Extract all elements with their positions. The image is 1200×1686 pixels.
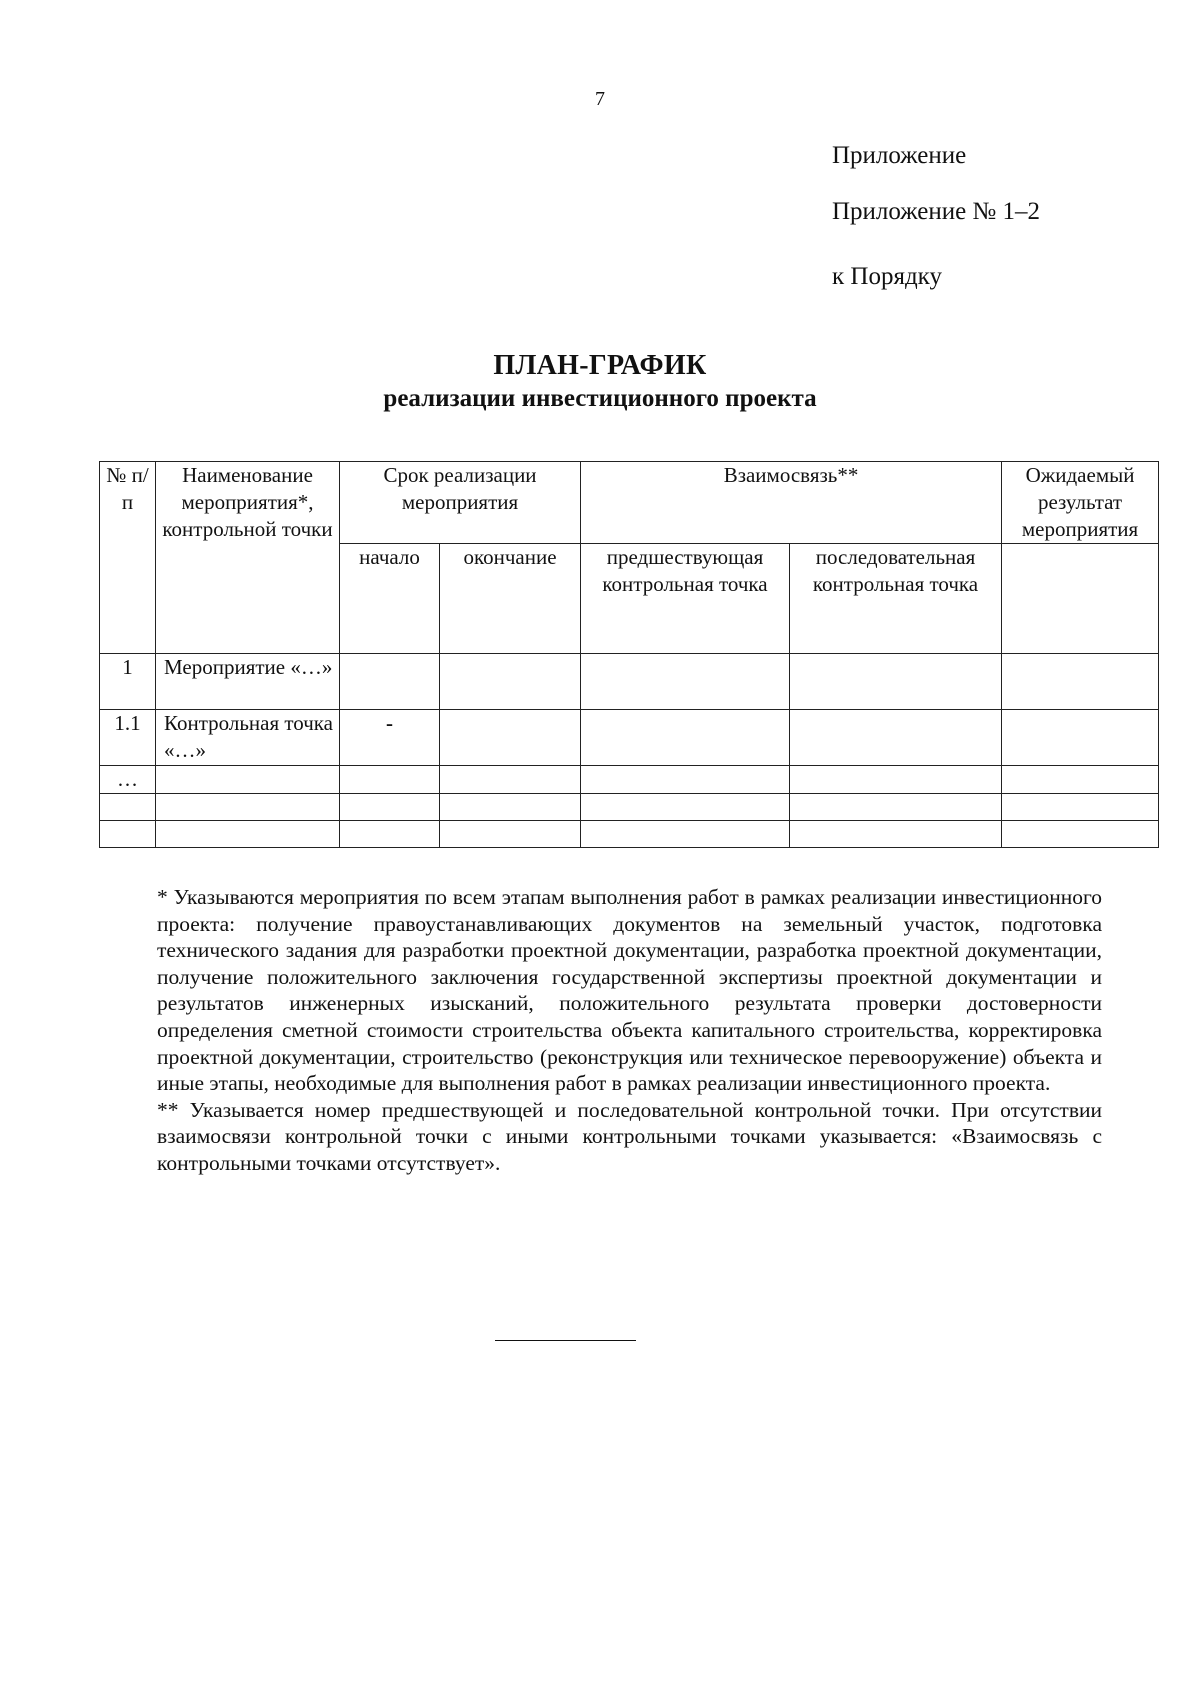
- header-start: начало: [340, 544, 440, 654]
- row-end: [440, 710, 581, 766]
- document-title: ПЛАН-ГРАФИК: [493, 350, 707, 381]
- row-name: Мероприятие «…»: [156, 654, 340, 710]
- row-next: [790, 710, 1002, 766]
- row-end: [440, 766, 581, 794]
- header-name: Наименование мероприятия*, контрольной точки: [156, 462, 340, 654]
- row-num: …: [100, 766, 156, 794]
- closing-rule: [495, 1340, 636, 1341]
- row-end: [440, 794, 581, 821]
- row-num: 1: [100, 654, 156, 710]
- row-prev: [581, 654, 790, 710]
- row-start: [340, 821, 440, 848]
- row-result: [1002, 794, 1159, 821]
- row-name: [156, 794, 340, 821]
- table-row: [100, 821, 1159, 848]
- header-term: Срок реализации мероприятия: [340, 462, 581, 544]
- row-next: [790, 654, 1002, 710]
- header-relation: Взаимосвязь**: [581, 462, 1002, 544]
- header-prev: предшествующая контрольная точка: [581, 544, 790, 654]
- header-num: № п/п: [100, 462, 156, 654]
- row-name: Контрольная точка «…»: [156, 710, 340, 766]
- row-num: 1.1: [100, 710, 156, 766]
- row-start: [340, 794, 440, 821]
- row-start: [340, 654, 440, 710]
- row-name: [156, 766, 340, 794]
- row-start: -: [340, 710, 440, 766]
- row-prev: [581, 794, 790, 821]
- table-row: [100, 766, 1159, 794]
- row-num: [100, 794, 156, 821]
- appendix-line-2: Приложение № 1–2: [832, 198, 1041, 225]
- row-next: [790, 766, 1002, 794]
- row-start: [340, 766, 440, 794]
- row-next: [790, 794, 1002, 821]
- footnote-1: * Указываются мероприятия по всем этапам выполнения работ в рамках реализации инвестиционного проекта: получение правоустанавливающих документов на земельный участок, подготовка технического задания для разработки проектной документации, разработка проектной документации, получение положительного заключения государственной экспертизы проектной документации и результатов инженерных изысканий, положительного результата проверки достоверности определения сметной стоимости строительства объекта капитального строительства, корректировка проектной документации, строительство (реконструкция или техническое перевооружение) объекта и иные этапы, необходимые для выполнения работ в рамках реализации инвестиционного проекта.: [157, 885, 1102, 1096]
- header-result-blank: [1002, 544, 1159, 654]
- document-subtitle: реализации инвестиционного проекта: [383, 385, 817, 412]
- header-end: окончание: [440, 544, 581, 654]
- footnote-2: ** Указывается номер предшествующей и последовательной контрольной точки. При отсутствии взаимосвязи контрольной точки с иными контрольными точками указывается: «Взаимосвязь с контрольными точками отсутствует».: [157, 1097, 1102, 1175]
- header-result: Ожидаемый результат мероприятия: [1002, 462, 1159, 544]
- appendix-line-3: к Порядку: [832, 263, 942, 290]
- table-row: [100, 794, 1159, 821]
- row-prev: [581, 821, 790, 848]
- row-result: [1002, 710, 1159, 766]
- footnotes: [157, 884, 1102, 1177]
- row-end: [440, 821, 581, 848]
- row-name: [156, 821, 340, 848]
- table-header-row: [100, 462, 1159, 544]
- row-end: [440, 654, 581, 710]
- page-number: 7: [595, 88, 605, 110]
- appendix-line-1: Приложение: [832, 142, 967, 169]
- row-next: [790, 821, 1002, 848]
- row-prev: [581, 766, 790, 794]
- table-row: [100, 654, 1159, 710]
- row-num: [100, 821, 156, 848]
- row-result: [1002, 654, 1159, 710]
- row-result: [1002, 821, 1159, 848]
- header-next: последовательная контрольная точка: [790, 544, 1002, 654]
- row-prev: [581, 710, 790, 766]
- row-result: [1002, 766, 1159, 794]
- table-row: [100, 710, 1159, 766]
- schedule-table: [99, 461, 1159, 848]
